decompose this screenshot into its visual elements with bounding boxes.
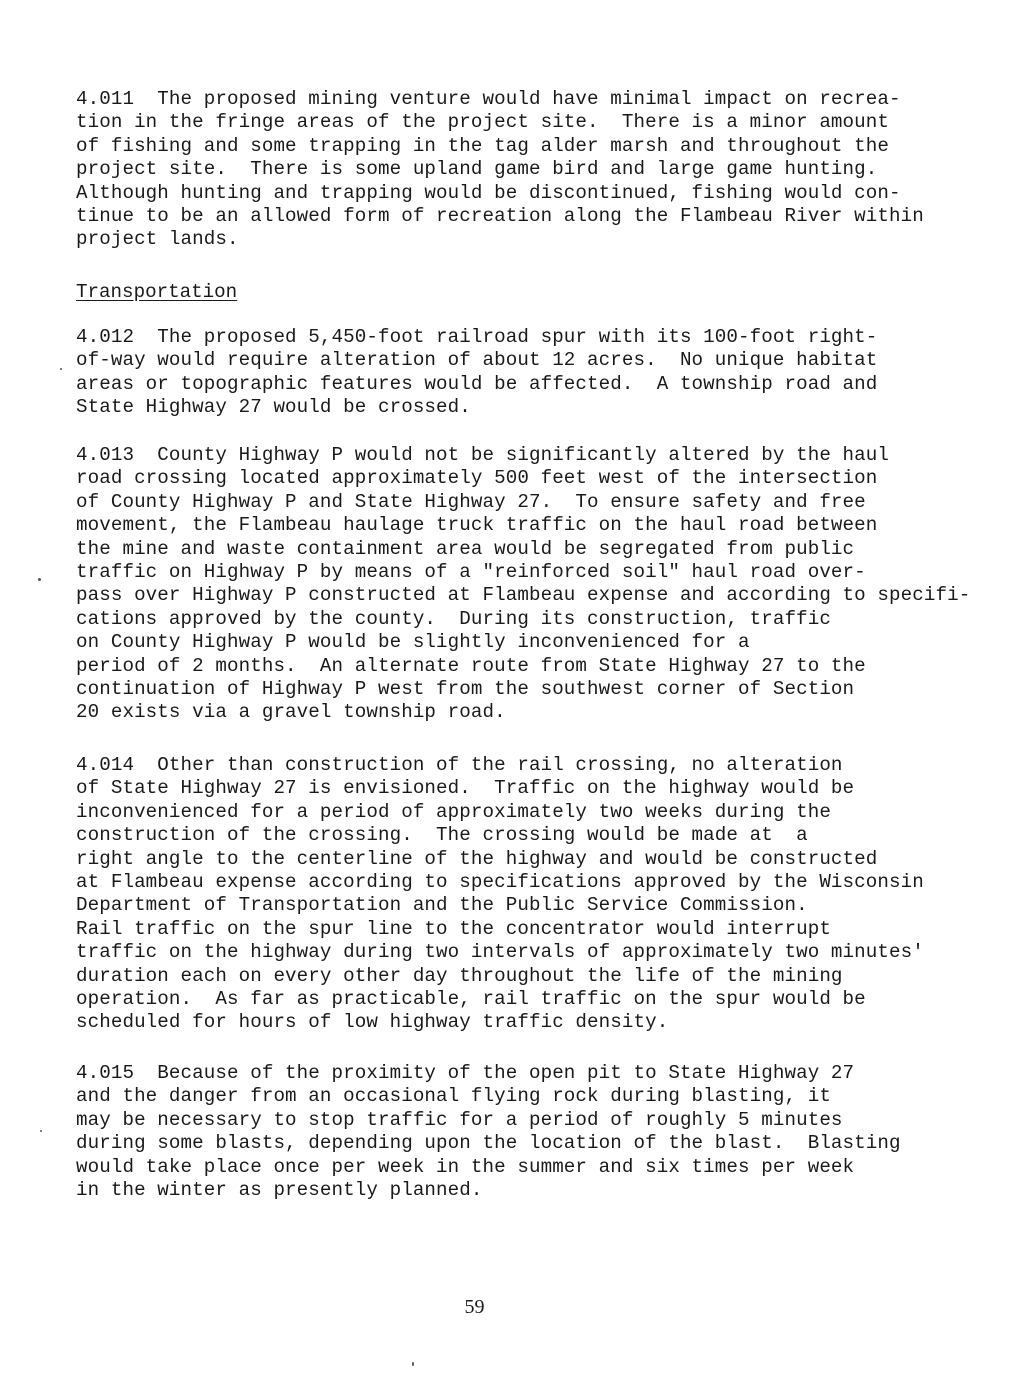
- text-line: 4.012 The proposed 5,450-foot railroad spur with its 100-foot right-: [76, 326, 878, 348]
- text-line: construction of the crossing. The crossing would be made at a: [76, 824, 808, 847]
- text-line: project site. There is some upland game bird and large game hunting.: [76, 158, 878, 181]
- text-line: areas or topographic features would be affected. A township road and: [76, 372, 878, 395]
- text-line: of State Highway 27 is envisioned. Traffic on the highway would be: [76, 777, 855, 800]
- paragraph-4-013: [76, 444, 970, 725]
- scan-speck: [60, 368, 62, 370]
- text-line: of County Highway P and State Highway 27. To ensure safety and free: [76, 490, 866, 513]
- text-line: of-way would require alteration of about 12 acres. No unique habitat: [76, 349, 878, 372]
- paragraph-4-015: [76, 1062, 901, 1202]
- text-line: pass over Highway P constructed at Flambeau expense and according to specifi-: [76, 584, 971, 607]
- text-line: at Flambeau expense according to specifications approved by the Wisconsin: [76, 871, 924, 894]
- text-line: movement, the Flambeau haulage truck traffic on the haul road between: [76, 514, 878, 537]
- text-line: traffic on the highway during two intervals of approximately two minutes': [76, 941, 924, 964]
- text-line: during some blasts, depending upon the location of the blast. Blasting: [76, 1132, 901, 1155]
- text-line: of fishing and some trapping in the tag alder marsh and throughout the: [76, 134, 890, 157]
- text-line: in the winter as presently planned.: [76, 1179, 483, 1202]
- text-line: tion in the fringe areas of the project site. There is a minor amount: [76, 111, 890, 134]
- text-line: Although hunting and trapping would be discontinued, fishing would con-: [76, 181, 901, 204]
- text-line: 4.011 The proposed mining venture would have minimal impact on recrea-: [76, 88, 901, 110]
- text-line: 20 exists via a gravel township road.: [76, 701, 506, 724]
- text-line: scheduled for hours of low highway traffic density.: [76, 1011, 669, 1034]
- text-line: continuation of Highway P west from the southwest corner of Section: [76, 678, 855, 701]
- text-line: operation. As far as practicable, rail traffic on the spur would be: [76, 988, 866, 1011]
- text-line: Department of Transportation and the Public Service Commission.: [76, 894, 808, 917]
- scan-speck: [40, 1130, 42, 1132]
- text-line: the mine and waste containment area would be segregated from public: [76, 537, 855, 560]
- scan-speck: [38, 578, 41, 581]
- text-line: 4.013 County Highway P would not be significantly altered by the haul: [76, 444, 890, 466]
- paragraph-4-011: [76, 88, 924, 252]
- text-line: 4.014 Other than construction of the rail crossing, no alteration: [76, 754, 843, 776]
- text-line: project lands.: [76, 228, 239, 251]
- text-line: would take place once per week in the summer and six times per week: [76, 1155, 855, 1178]
- text-line: State Highway 27 would be crossed.: [76, 396, 471, 419]
- text-line: duration each on every other day throughout the life of the mining: [76, 964, 843, 987]
- text-line: road crossing located approximately 500 feet west of the intersection: [76, 467, 878, 490]
- text-line: tinue to be an allowed form of recreation along the Flambeau River within: [76, 205, 924, 228]
- paragraph-4-012: [76, 326, 877, 420]
- text-line: Rail traffic on the spur line to the concentrator would interrupt: [76, 917, 831, 940]
- scan-speck: [412, 1362, 414, 1366]
- text-line: cations approved by the county. During its construction, traffic: [76, 607, 831, 630]
- section-heading: Transportation: [76, 281, 238, 303]
- text-line: period of 2 months. An alternate route from State Highway 27 to the: [76, 654, 866, 677]
- text-line: traffic on Highway P by means of a "reinforced soil" haul road over-: [76, 561, 866, 584]
- paragraph-4-014: [76, 754, 924, 1035]
- text-line: on County Highway P would be slightly inconvenienced for a: [76, 631, 750, 654]
- text-line: 4.015 Because of the proximity of the open pit to State Highway 27: [76, 1062, 855, 1084]
- text-line: inconvenienced for a period of approximately two weeks during the: [76, 800, 831, 823]
- page-number: 59: [464, 1296, 485, 1318]
- text-line: may be necessary to stop traffic for a period of roughly 5 minutes: [76, 1108, 843, 1131]
- text-line: and the danger from an occasional flying rock during blasting, it: [76, 1085, 831, 1108]
- text-line: right angle to the centerline of the highway and would be constructed: [76, 847, 878, 870]
